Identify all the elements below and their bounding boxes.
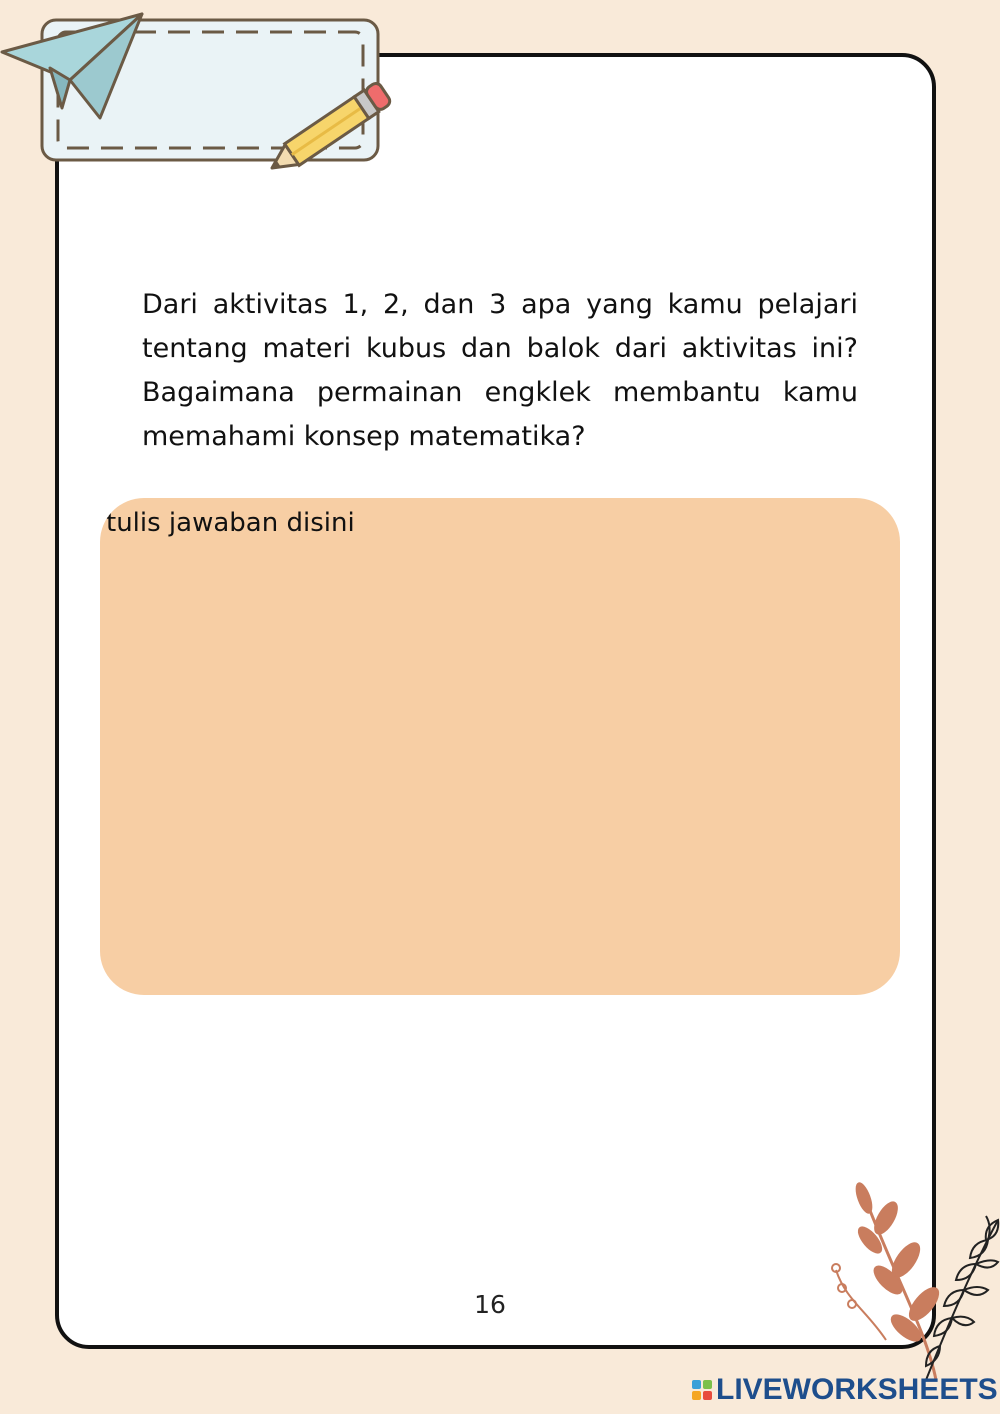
- leaf-branch-icon: [832, 1181, 944, 1380]
- brand-watermark: [692, 1372, 998, 1408]
- page-number: 16: [474, 1290, 506, 1319]
- answer-input[interactable]: [100, 498, 900, 995]
- brand-label: LIVEWORKSHEETS: [716, 1373, 998, 1406]
- question-text: Dari aktivitas 1, 2, dan 3 apa yang kamu pelajari tentang materi kubus dan balok dari aktivitas ini? Bagaimana permainan engklek membantu kamu memahami konsep matematika?: [142, 289, 858, 452]
- header-decoration: [0, 10, 400, 180]
- footer-decoration: [826, 1180, 1000, 1380]
- brand-logo-icon: [692, 1380, 712, 1400]
